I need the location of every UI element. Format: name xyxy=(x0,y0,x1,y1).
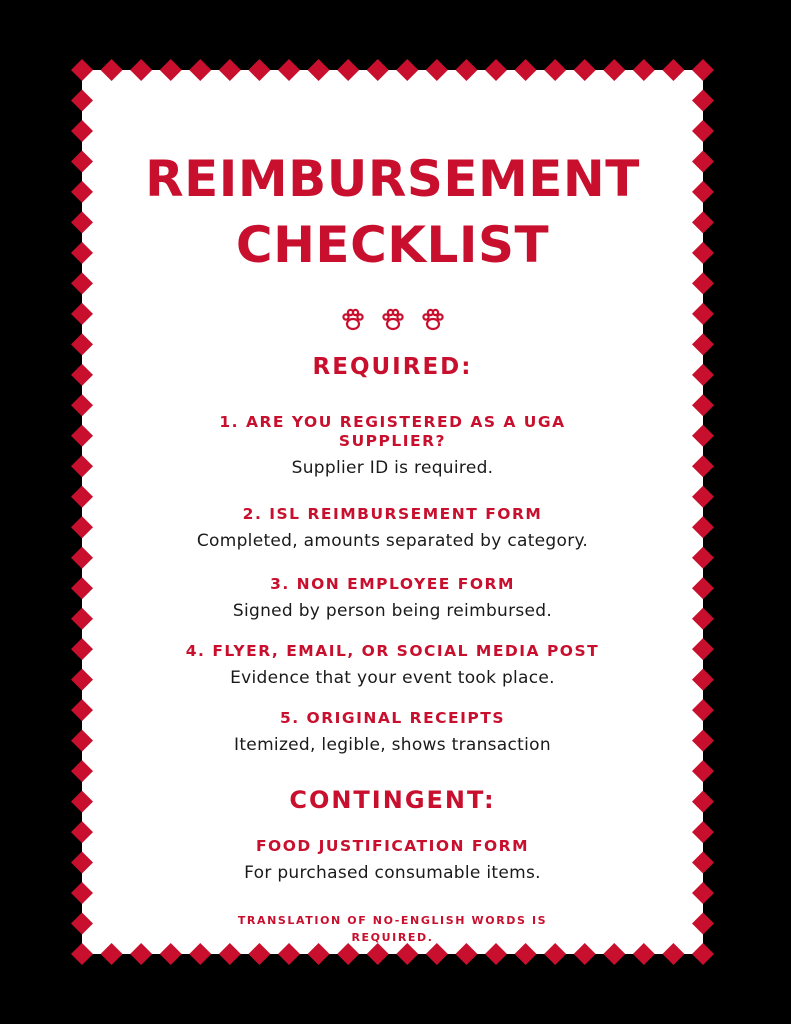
required-item-5 xyxy=(82,709,703,756)
paw-print-icons xyxy=(82,306,703,334)
item-description: For purchased consumable items. xyxy=(244,863,541,883)
item-title: 1. ARE YOU REGISTERED AS A UGA SUPPLIER? xyxy=(219,413,566,450)
item-title: 4. FLYER, EMAIL, OR SOCIAL MEDIA POST xyxy=(185,642,600,660)
required-heading: REQUIRED: xyxy=(312,354,473,380)
item-title: 3. NON EMPLOYEE FORM xyxy=(270,575,515,593)
contingent-heading: CONTINGENT: xyxy=(289,786,496,814)
item-description: Signed by person being reimbursed. xyxy=(232,601,553,621)
required-item-2 xyxy=(82,505,703,552)
item-description: Itemized, legible, shows transaction xyxy=(234,735,551,755)
required-item-4 xyxy=(82,642,703,689)
item-description: Completed, amounts separated by category. xyxy=(196,531,589,551)
page-title xyxy=(82,146,703,278)
item-title: 2. ISL REIMBURSEMENT FORM xyxy=(242,505,543,523)
paw-icon xyxy=(343,310,362,329)
required-item-3 xyxy=(82,575,703,622)
title-line-1: REIMBURSEMENT xyxy=(145,150,640,208)
translation-note-text: TRANSLATION OF NO-ENGLISH WORDS IS REQUIRED. xyxy=(237,914,548,944)
title-line-2: CHECKLIST xyxy=(235,216,550,274)
item-title: FOOD JUSTIFICATION FORM xyxy=(255,837,530,855)
paw-icon xyxy=(383,310,402,329)
checklist-poster xyxy=(62,50,723,974)
contingent-item-1 xyxy=(82,837,703,884)
translation-note xyxy=(82,912,703,946)
required-item-1 xyxy=(82,413,703,479)
item-description: Evidence that your event took place. xyxy=(230,668,555,688)
item-title: 5. ORIGINAL RECEIPTS xyxy=(279,709,506,727)
poster-content xyxy=(82,70,703,954)
item-description: Supplier ID is required. xyxy=(291,458,494,478)
paw-icon xyxy=(423,310,442,329)
